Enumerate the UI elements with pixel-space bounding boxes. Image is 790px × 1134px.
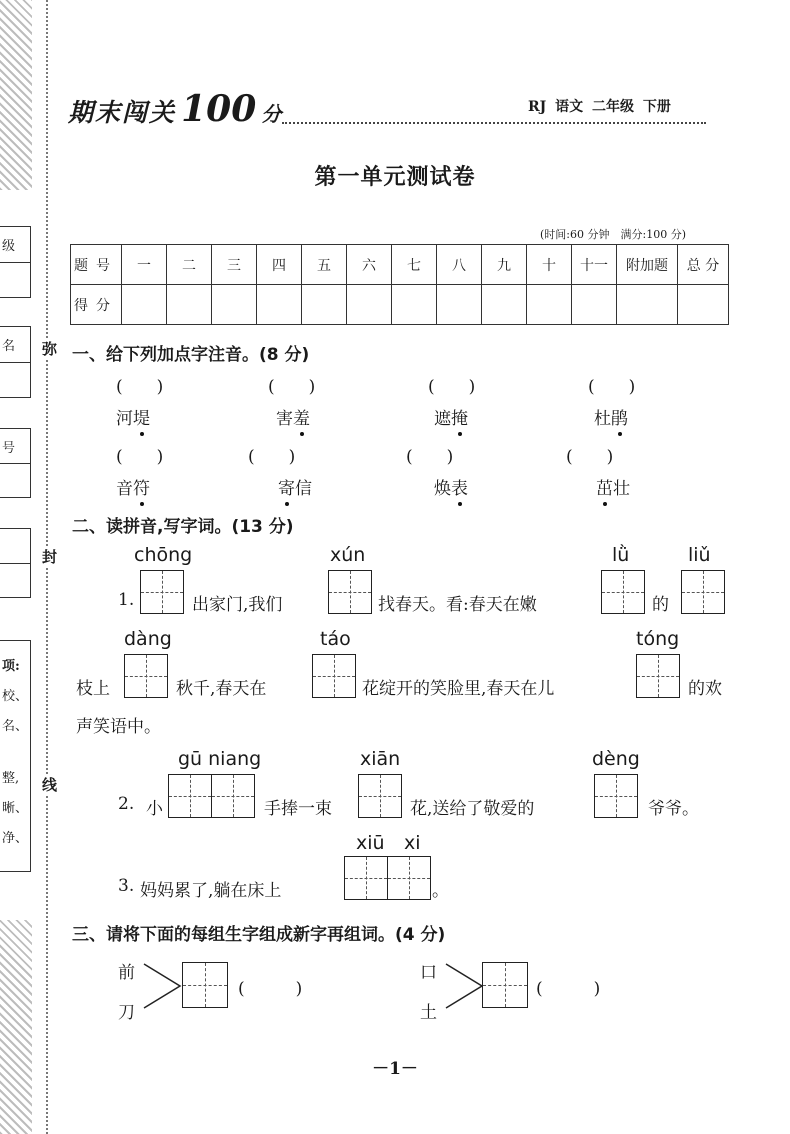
score-cell[interactable] — [167, 285, 212, 325]
writing-box[interactable] — [312, 654, 356, 698]
pinyin: lǜ — [612, 544, 630, 566]
answer-paren[interactable]: ( ) — [588, 377, 636, 397]
header-dotted-line — [282, 122, 706, 124]
answer-paren[interactable]: ( ) — [566, 447, 614, 467]
writing-box[interactable] — [211, 774, 255, 818]
question-number: 2. — [118, 794, 135, 814]
sentence-text: 。 — [432, 881, 449, 901]
score-cell[interactable] — [678, 285, 729, 325]
series-unit: 分 — [261, 102, 284, 126]
series-logo — [68, 88, 283, 130]
combine-bracket-icon — [142, 962, 184, 1010]
answer-paren[interactable]: ( ) — [116, 447, 164, 467]
score-col-8: 八 — [437, 245, 482, 285]
component-char: 前 — [118, 963, 135, 983]
writing-box[interactable] — [140, 570, 184, 614]
pinyin: táo — [320, 628, 351, 650]
score-col-9: 九 — [482, 245, 527, 285]
word-item — [594, 404, 628, 429]
side-box-name — [0, 326, 31, 398]
score-table — [70, 244, 729, 325]
sentence-text: 小 — [146, 799, 163, 819]
score-col-5: 五 — [302, 245, 347, 285]
notice-line-2: 校、 — [2, 689, 29, 704]
sentence-text: 枝上 — [76, 679, 110, 699]
notice-line-4: 整, — [2, 771, 20, 786]
score-col-2: 二 — [167, 245, 212, 285]
score-table-score-row — [71, 285, 729, 325]
word-item — [278, 474, 312, 499]
word-char: 河 — [116, 409, 133, 429]
score-cell[interactable] — [617, 285, 678, 325]
writing-box[interactable] — [601, 570, 645, 614]
answer-paren[interactable]: ( ) — [238, 979, 303, 999]
score-col-3: 三 — [212, 245, 257, 285]
score-col-6: 六 — [347, 245, 392, 285]
side-box-seat — [0, 528, 31, 598]
answer-paren[interactable]: ( ) — [406, 447, 454, 467]
series-number: 100 — [181, 88, 257, 130]
section2-heading: 二、读拼音,写字词。(13 分) — [72, 517, 294, 537]
pinyin: tóng — [636, 628, 680, 650]
pinyin: xiū — [356, 832, 385, 854]
notice-line-6: 净、 — [2, 831, 29, 846]
score-cell[interactable] — [392, 285, 437, 325]
sentence-text: 花,送给了敬爱的 — [410, 799, 535, 819]
word-char: 害 — [276, 409, 293, 429]
dotted-char: 表 — [451, 479, 468, 499]
score-col-total: 总 分 — [678, 245, 729, 285]
score-col-4: 四 — [257, 245, 302, 285]
score-cell[interactable] — [482, 285, 527, 325]
word-item — [116, 404, 150, 429]
writing-box[interactable] — [636, 654, 680, 698]
score-col-1: 一 — [122, 245, 167, 285]
pinyin: dàng — [124, 628, 172, 650]
answer-paren[interactable]: ( ) — [116, 377, 164, 397]
sentence-text: 的欢 — [688, 679, 722, 699]
page-number: －1－ — [372, 1059, 418, 1079]
word-item — [434, 404, 468, 429]
writing-box[interactable] — [124, 654, 168, 698]
score-cell[interactable] — [347, 285, 392, 325]
side-label-number: 号 — [2, 441, 16, 456]
side-box-class — [0, 226, 31, 298]
score-header-label: 题号 — [71, 245, 122, 285]
writing-box[interactable] — [482, 962, 528, 1008]
sentence-text: 花绽开的笑脸里,春天在儿 — [362, 679, 555, 699]
word-char: 杜 — [594, 409, 611, 429]
writing-box[interactable] — [328, 570, 372, 614]
component-char: 口 — [420, 963, 437, 983]
question-number: 3. — [118, 876, 135, 896]
pinyin: gū niang — [178, 748, 262, 770]
side-label-class: 级 — [2, 239, 16, 254]
writing-box[interactable] — [681, 570, 725, 614]
answer-paren[interactable]: ( ) — [428, 377, 476, 397]
combine-bracket-icon — [444, 962, 486, 1010]
pinyin: xún — [330, 544, 366, 566]
word-char: 壮 — [613, 479, 630, 499]
edition-info: RJ 语文 二年级 下册 — [528, 99, 671, 115]
sentence-text: 出家门,我们 — [192, 595, 283, 615]
sentence-text: 手捧一束 — [264, 799, 332, 819]
word-item — [596, 474, 630, 499]
pinyin: chōng — [134, 544, 193, 566]
side-label-name: 名 — [2, 339, 16, 354]
score-row-label: 得分 — [71, 285, 122, 325]
component-char: 土 — [420, 1003, 437, 1023]
binding-char-mi: 弥 — [42, 340, 58, 358]
sentence-text: 秋千,春天在 — [176, 679, 267, 699]
answer-paren[interactable]: ( ) — [268, 377, 316, 397]
question-number: 1. — [118, 590, 135, 610]
section3-heading: 三、请将下面的每组生字组成新字再组词。(4 分) — [72, 925, 446, 945]
word-item — [434, 474, 468, 499]
dotted-char: 羞 — [293, 409, 310, 429]
score-cell[interactable] — [257, 285, 302, 325]
score-col-7: 七 — [392, 245, 437, 285]
score-cell[interactable] — [572, 285, 617, 325]
writing-box[interactable] — [358, 774, 402, 818]
word-char: 信 — [295, 479, 312, 499]
binding-char-feng: 封 — [42, 548, 58, 566]
section1-heading: 一、给下列加点字注音。(8 分) — [72, 345, 310, 365]
score-cell[interactable] — [212, 285, 257, 325]
binding-char-xian: 线 — [42, 776, 58, 794]
word-char: 焕 — [434, 479, 451, 499]
answer-paren[interactable]: ( ) — [536, 979, 601, 999]
notice-line-5: 晰、 — [2, 801, 29, 816]
exam-info: (时间:60 分钟 满分:100 分) — [540, 228, 686, 241]
dotted-char: 寄 — [278, 479, 295, 499]
writing-box[interactable] — [182, 962, 228, 1008]
notice-box — [0, 640, 31, 872]
sentence-text: 的 — [652, 595, 669, 615]
component-char: 刀 — [118, 1003, 135, 1023]
sentence-text: 声笑语中。 — [76, 717, 161, 737]
writing-box[interactable] — [594, 774, 638, 818]
dotted-char: 鹃 — [611, 409, 628, 429]
notice-line-1: 项: — [2, 659, 20, 674]
dotted-char: 堤 — [133, 409, 150, 429]
score-cell[interactable] — [122, 285, 167, 325]
score-col-10: 十 — [527, 245, 572, 285]
score-cell[interactable] — [302, 285, 347, 325]
notice-line-3: 名、 — [2, 719, 29, 734]
pinyin: xi — [404, 832, 421, 854]
dotted-char: 符 — [133, 479, 150, 499]
dotted-char: 茁 — [596, 479, 613, 499]
sentence-text: 爷爷。 — [648, 799, 699, 819]
score-cell[interactable] — [527, 285, 572, 325]
side-box-number — [0, 428, 31, 498]
writing-box[interactable] — [168, 774, 212, 818]
score-col-extra: 附加题 — [617, 245, 678, 285]
score-col-11: 十一 — [572, 245, 617, 285]
pinyin: dèng — [592, 748, 640, 770]
writing-box[interactable] — [344, 856, 388, 900]
score-table-header-row — [71, 245, 729, 285]
word-item — [116, 474, 150, 499]
sentence-text: 找春天。看:春天在嫩 — [378, 595, 537, 615]
dotted-char: 掩 — [451, 409, 468, 429]
score-cell[interactable] — [437, 285, 482, 325]
page-title: 第一单元测试卷 — [314, 164, 476, 190]
sentence-text: 妈妈累了,躺在床上 — [140, 881, 282, 901]
pinyin: liǔ — [688, 544, 711, 566]
binding-pattern-bottom — [0, 920, 32, 1134]
word-char: 音 — [116, 479, 133, 499]
series-title: 期末闯关 — [68, 98, 177, 127]
writing-box[interactable] — [387, 856, 431, 900]
answer-paren[interactable]: ( ) — [248, 447, 296, 467]
pinyin: xiān — [360, 748, 401, 770]
word-item — [276, 404, 310, 429]
word-char: 遮 — [434, 409, 451, 429]
